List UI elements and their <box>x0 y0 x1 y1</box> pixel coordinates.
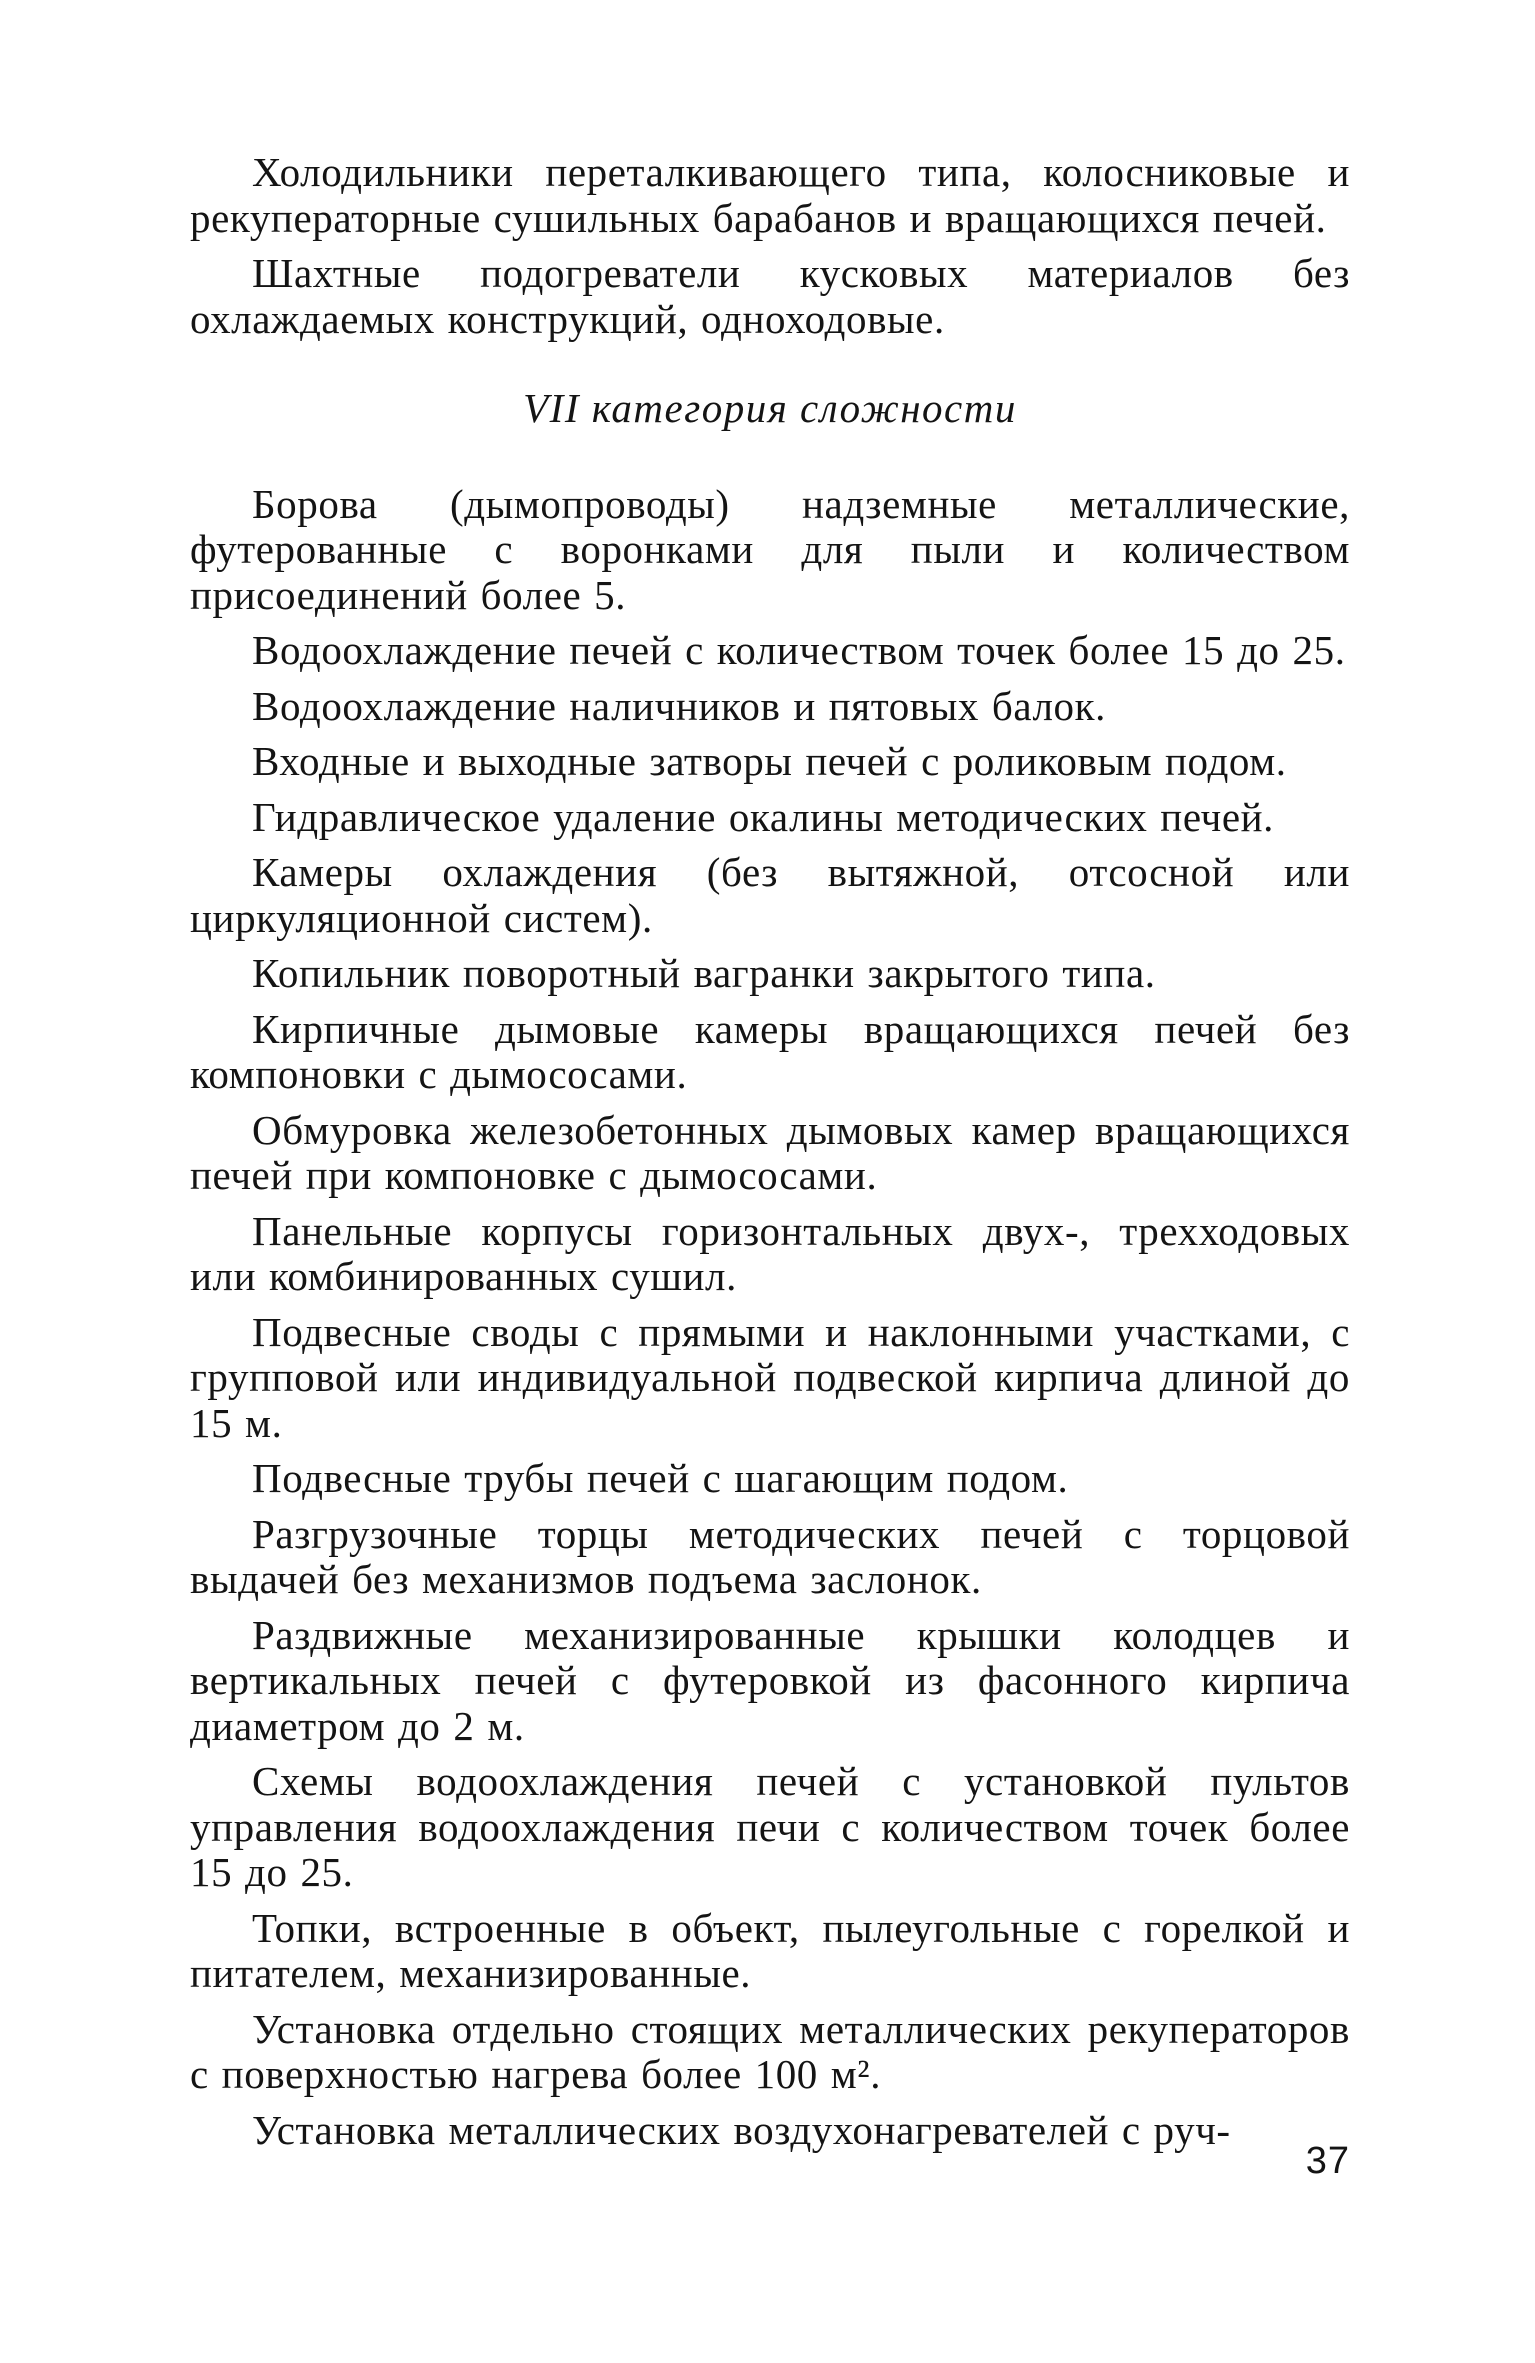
paragraph-item: Схемы водоохлаждения печей с установкой пультов управления водоохлаждения печи с количеством точек более 15 до 25. <box>190 1758 1350 1895</box>
paragraph-item: Гидравлическое удаление окалины методических печей. <box>252 793 1275 840</box>
paragraph-item: Копильник поворотный вагранки закрытого типа. <box>252 950 1156 996</box>
paragraph-intro-1: Холодильники переталкивающего типа, колосниковые и рекуператорные сушильных барабанов и вращающихся печей. <box>190 149 1350 241</box>
page-number: 37 <box>1305 2140 1350 2182</box>
paragraph-item: Установка отдельно стоящих металлических рекуператоров с поверхностью нагрева более 100 м². <box>190 2005 1350 2097</box>
paragraph-item: Раздвижные механизированные крышки колодцев и вертикальных печей с футеровкой из фасонного кирпича диаметром до 2 м. <box>190 1611 1350 1749</box>
paragraph-item: Кирпичные дымовые камеры вращающихся печей без компоновки с дымососами. <box>190 1005 1350 1097</box>
paragraph-item: Установка металлических воздухонагревателей с руч- <box>252 2106 1231 2153</box>
paragraph-item: Подвесные своды с прямыми и наклонными участками, с групповой или индивидуальной подвеской кирпича длиной до 15 м. <box>190 1308 1350 1446</box>
paragraph-item: Разгрузочные торцы методических печей с торцовой выдачей без механизмов подъема заслонок. <box>190 1510 1350 1602</box>
page-body <box>190 150 1350 2163</box>
paragraph-item: Топки, встроенные в объект, пылеугольные с горелкой и питателем, механизированные. <box>190 1904 1350 1996</box>
paragraph-item: Входные и выходные затворы печей с роликовым подом. <box>252 738 1287 784</box>
section-heading: VII категория сложности <box>523 385 1017 431</box>
paragraph-item: Камеры охлаждения (без вытяжной, отсосной или циркуляционной систем). <box>190 849 1350 941</box>
paragraph-item: Панельные корпусы горизонтальных двух-, трехходовых или комбинированных сушил. <box>190 1207 1350 1299</box>
paragraph-item: Подвесные трубы печей с шагающим подом. <box>252 1455 1069 1501</box>
paragraph-item: Обмуровка железобетонных дымовых камер вращающихся печей при компоновке с дымососами. <box>190 1106 1350 1198</box>
paragraph-item: Борова (дымопроводы) надземные металлические, футерованные с воронками для пыли и количеством присоединений более 5. <box>190 480 1350 618</box>
paragraph-item: Водоохлаждение печей с количеством точек более 15 до 25. <box>252 627 1346 673</box>
paragraph-item: Водоохлаждение наличников и пятовых балок. <box>252 682 1107 729</box>
paragraph-intro-2: Шахтные подогреватели кусковых материалов без охлаждаемых конструкций, одноходовые. <box>190 250 1350 342</box>
